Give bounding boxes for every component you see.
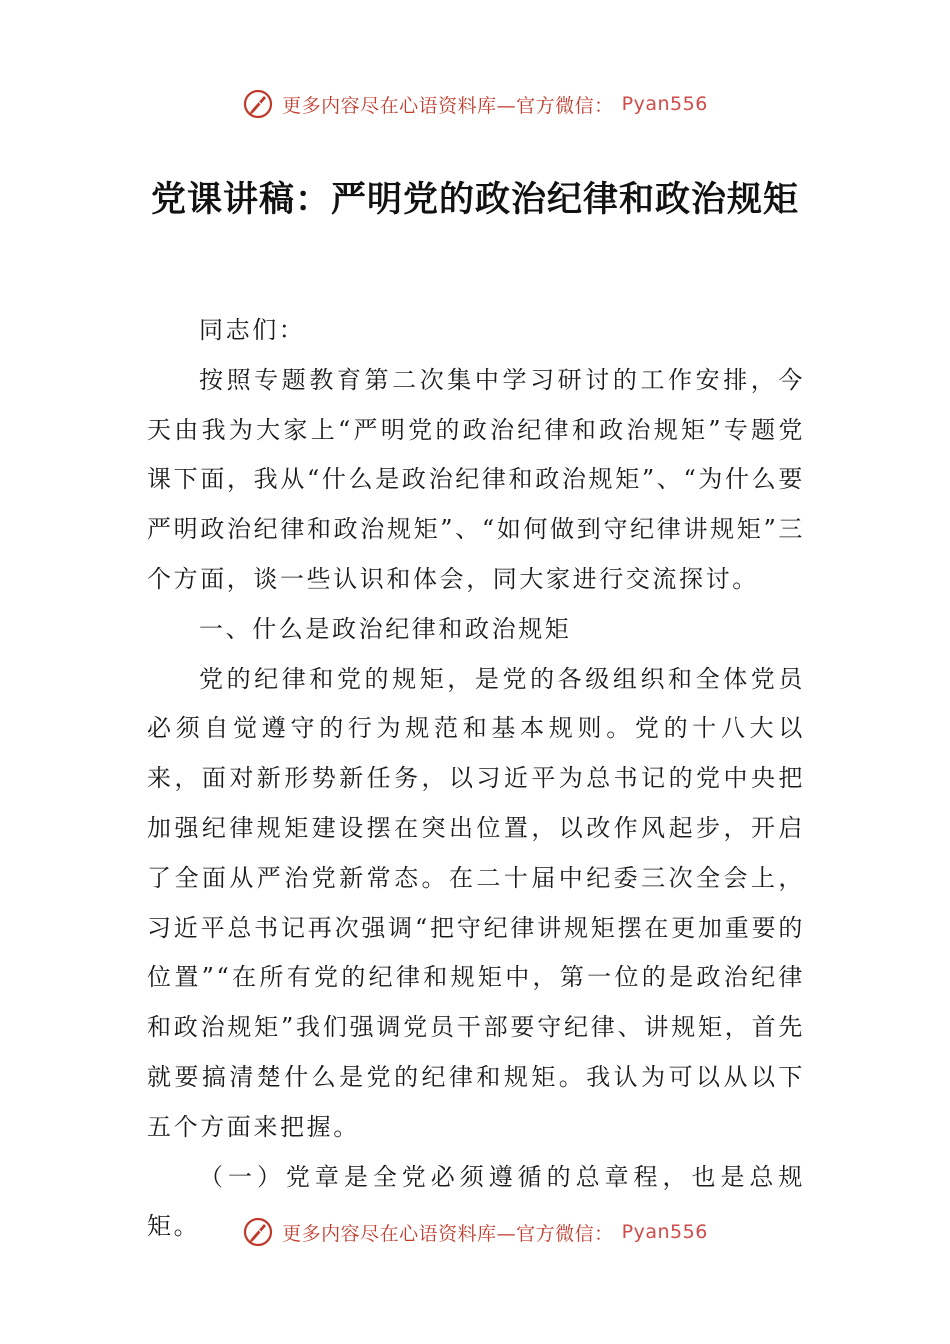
paragraph-intro: 按照专题教育第二次集中学习研讨的工作安排，今天由我为大家上“严明党的政治纪律和政治规矩”专题党课下面，我从“什么是政治纪律和政治规矩”、“为什么要严明政治纪律和政治规矩”、“如何做到守纪律讲规矩”三个方面，谈一些认识和体会，同大家进行交流探讨。 [147,365,805,593]
section-heading-1: 一、什么是政治纪律和政治规矩 [199,614,572,643]
document-title: 党课讲稿：严明党的政治纪律和政治规矩 [150,179,799,220]
paragraph-section-1: 党的纪律和党的规矩，是党的各级组织和全体党员必须自觉遵守的行为规范和基本规则。党的十八大以来，面对新形势新任务，以习近平为总书记的党中央把加强纪律规矩建设摆在突出位置，以改作风起步，开启了全面从严治党新常态。在二十届中纪委三次全会上，习近平总书记再次强调“把守纪律讲规矩摆在更加重要的位置”“在所有党的纪律和规矩中，第一位的是政治纪律和政治规矩”我们强调党员干部要守纪律、讲规矩，首先就要搞清楚什么是党的纪律和规矩。我认为可以从以下五个方面来把握。 [147,664,805,1141]
watermark-wechat-id: Pyan556 [621,1221,708,1243]
subsection-heading-1: （一）党章是全党必须遵循的总章程，也是总规矩。 [147,1162,805,1241]
document-body [147,306,805,1252]
quill-logo-icon [242,1216,274,1248]
watermark-banner-bottom [0,1212,950,1252]
watermark-text: 更多内容尽在心语资料库—官方微信： [282,94,614,117]
watermark-banner-top [0,84,950,124]
watermark-wechat-id: Pyan556 [621,93,708,115]
quill-logo-icon [242,88,274,120]
watermark-text: 更多内容尽在心语资料库—官方微信： [282,1222,614,1245]
paragraph-salutation: 同志们： [199,316,306,344]
